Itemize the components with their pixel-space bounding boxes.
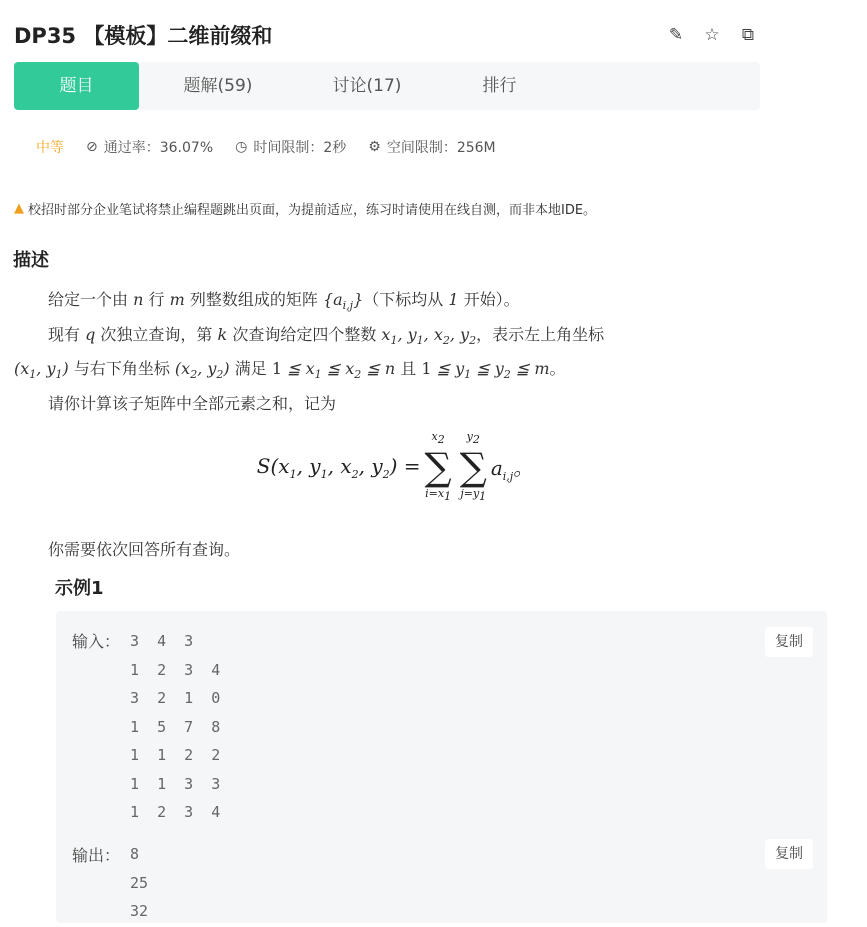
copy-input-button[interactable]: 复制 <box>765 627 813 657</box>
memory-limit <box>368 137 495 157</box>
sum-formula: $S(x_1$, $y_1$, $x_2$, $y_2$) = $x_2$ ∑ $i=x_1$ $y_2$ ∑ $j=y_1$ $a_{i,j}$。 <box>256 429 534 504</box>
clock-icon: ◷ <box>235 139 248 155</box>
warning-text: 校招时部分企业笔试将禁止编程题跳出页面，为提前适应，练习时请使用在线自测，而非本地IDE。 <box>28 203 597 218</box>
title-actions <box>666 25 764 45</box>
io-line: 1 2 3 4 <box>130 803 221 821</box>
problem-description <box>14 286 774 419</box>
description-line-2: 现有 q 次独立查询，第 k 次查询给定四个整数 $x_1$, $y_1$, $x_2$, $y_2$，表示左上角坐标 <box>48 324 605 347</box>
chip-icon: ⚙ <box>368 139 381 155</box>
pass-rate-text: 通过率：36.07% <box>103 140 214 156</box>
difficulty-badge: 中等 <box>36 140 64 156</box>
example-box <box>56 611 827 923</box>
io-line: 1 2 3 4 <box>130 660 221 679</box>
time-limit-text: 时间限制：2秒 <box>253 140 347 156</box>
answer-all-text: 你需要依次回答所有查询。 <box>48 540 241 559</box>
edit-icon[interactable]: ✎ <box>668 25 684 45</box>
sum-over-j: $y_2$ ∑ $j=y_1$ <box>459 429 487 504</box>
output-label: 输出： <box>72 846 121 865</box>
description-line-4: 请你计算该子矩阵中全部元素之和，记为 <box>48 394 337 414</box>
io-line: 3 4 3 <box>130 632 194 650</box>
title-row <box>14 18 764 52</box>
tab-problem[interactable]: 题目 <box>14 62 139 110</box>
io-line: 3 2 1 0 <box>130 689 221 707</box>
tab-ranking[interactable]: 排行 <box>482 76 517 96</box>
check-circle-icon: ⊘ <box>86 139 98 155</box>
tab-solutions[interactable]: 题解(59) <box>183 76 253 96</box>
star-icon[interactable]: ☆ <box>704 25 720 45</box>
io-line: 1 5 7 8 <box>130 717 221 736</box>
warning-icon: ▲ <box>14 201 24 216</box>
description-line-1: 给定一个由 n 行 m 列整数组成的矩阵 $\{a_{i,j}\}$（下标均从 1 开始）。 <box>48 290 520 313</box>
problem-meta <box>36 135 496 159</box>
io-line: 1 1 3 3 <box>130 774 221 793</box>
problem-title: DP35 【模板】二维前缀和 <box>14 24 273 48</box>
output-lines <box>130 840 148 926</box>
sum-over-i: $x_2$ ∑ $i=x_1$ <box>424 429 452 504</box>
tab-bar <box>14 62 760 110</box>
io-line: 1 1 2 2 <box>130 746 221 764</box>
description-heading: 描述 <box>13 250 49 271</box>
description-line-3: ($x_1$, $y_1$) 与右下角坐标 ($x_2$, $y_2$) 满足 1 ≦ $x_1$ ≦ $x_2$ ≦ n 且 1 ≦ $y_1$ ≦ $y_2$ ≦ m。 <box>14 359 566 382</box>
pass-rate <box>86 137 213 157</box>
tab-discussion[interactable]: 讨论(17) <box>332 76 402 96</box>
io-line: 32 <box>130 902 149 920</box>
input-lines <box>130 627 220 827</box>
copy-output-button[interactable]: 复制 <box>765 839 813 869</box>
exam-warning <box>14 199 596 218</box>
external-link-icon[interactable]: ⧉ <box>741 25 755 45</box>
io-line: 25 <box>130 873 149 892</box>
example-heading: 示例1 <box>55 578 104 599</box>
time-limit <box>235 137 346 157</box>
memory-limit-text: 空间限制：256M <box>386 140 496 156</box>
io-line: 8 <box>130 845 140 863</box>
input-label: 输入： <box>72 632 121 651</box>
